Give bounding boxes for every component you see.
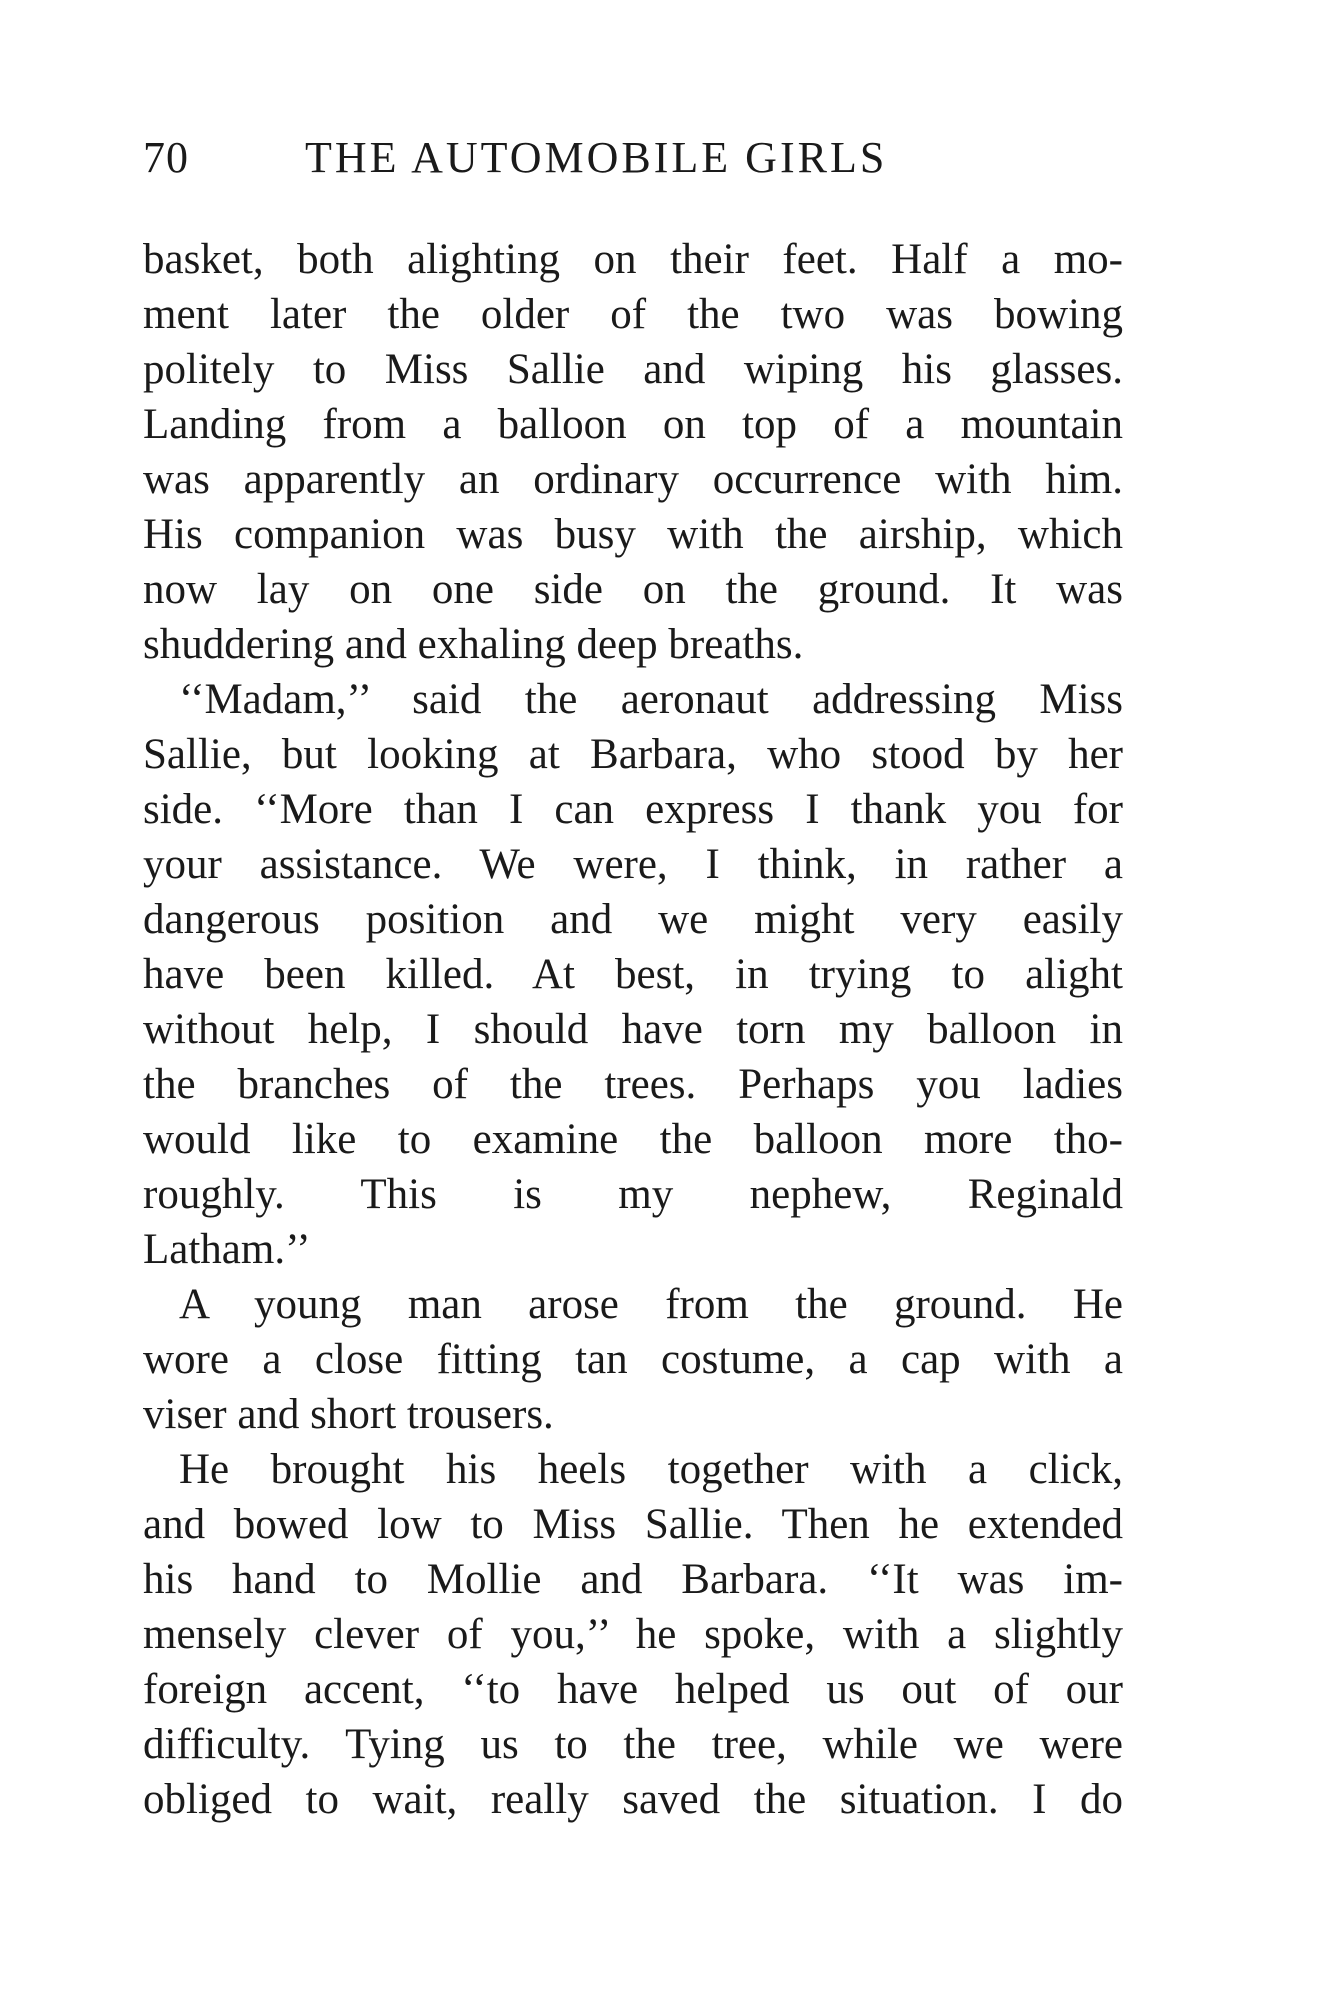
- text-line: difficulty. Tying us to the tree, while we were: [143, 1721, 1123, 1768]
- text-line: dangerous position and we might very easily: [143, 896, 1123, 943]
- text-line: foreign accent, ‘‘to have helped us out of our: [143, 1666, 1123, 1713]
- text-line: shuddering and exhaling deep breaths.: [143, 621, 804, 668]
- text-line: his hand to Mollie and Barbara. ‘‘It was im-: [143, 1556, 1123, 1603]
- text-line: wore a close fitting tan costume, a cap with a: [143, 1336, 1123, 1383]
- text-line: side. ‘‘More than I can express I thank you for: [143, 786, 1123, 833]
- text-line: now lay on one side on the ground. It was: [143, 566, 1123, 613]
- text-line: would like to examine the balloon more tho-: [143, 1116, 1123, 1163]
- text-line: ment later the older of the two was bowing: [143, 291, 1123, 338]
- text-line: Landing from a balloon on top of a mountain: [143, 401, 1123, 448]
- running-head: [143, 128, 983, 188]
- text-line: your assistance. We were, I think, in rather a: [143, 841, 1123, 888]
- text-line: politely to Miss Sallie and wiping his glasses.: [143, 346, 1123, 393]
- text-line: Latham.’’: [143, 1226, 311, 1273]
- page-number: 70: [143, 133, 189, 182]
- text-line: A young man arose from the ground. He: [179, 1281, 1123, 1328]
- text-line: mensely clever of you,’’ he spoke, with a slightly: [143, 1611, 1123, 1658]
- text-line: the branches of the trees. Perhaps you ladies: [143, 1061, 1123, 1108]
- body-text: [143, 232, 1123, 1827]
- text-line: and bowed low to Miss Sallie. Then he extended: [143, 1501, 1123, 1548]
- text-line: His companion was busy with the airship, which: [143, 511, 1123, 558]
- text-line: basket, both alighting on their feet. Half a mo-: [143, 236, 1123, 283]
- text-line: obliged to wait, really saved the situation. I do: [143, 1776, 1123, 1823]
- text-line: ‘‘Madam,’’ said the aeronaut addressing Miss: [179, 676, 1123, 723]
- text-line: Sallie, but looking at Barbara, who stood by her: [143, 731, 1123, 778]
- text-line: He brought his heels together with a click,: [179, 1446, 1123, 1493]
- text-line: without help, I should have torn my balloon in: [143, 1006, 1123, 1053]
- text-line: was apparently an ordinary occurrence with him.: [143, 456, 1123, 503]
- text-line: viser and short trousers.: [143, 1391, 554, 1438]
- text-line: roughly. This is my nephew, Reginald: [143, 1171, 1123, 1218]
- book-title: THE AUTOMOBILE GIRLS: [305, 133, 888, 182]
- text-line: have been killed. At best, in trying to alight: [143, 951, 1123, 998]
